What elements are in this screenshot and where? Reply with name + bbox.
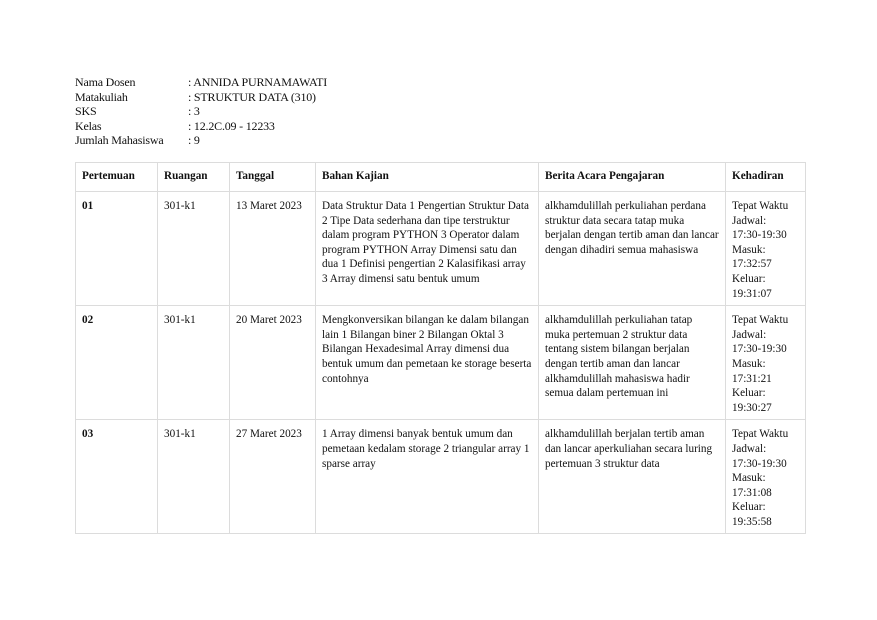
cell-bahan-kajian: 1 Array dimensi banyak bentuk umum dan pemetaan kedalam storage 2 triangular array 1 sparse array [316,420,539,534]
kehadiran-masuk: 17:32:57 [732,258,772,271]
cell-pertemuan: 02 [76,306,158,420]
kehadiran-jadwal-label: Jadwal: [732,442,767,455]
info-label: SKS [75,104,97,118]
kehadiran-status: Tepat Waktu [732,200,789,212]
header-berita-acara: Berita Acara Pengajaran [539,163,726,192]
course-info [75,75,327,148]
cell-pertemuan: 01 [76,192,158,306]
cell-tanggal: 27 Maret 2023 [230,420,316,534]
kehadiran-jadwal: 17:30-19:30 [732,457,787,470]
kehadiran-keluar: 19:31:07 [732,287,772,300]
info-value: : STRUKTUR DATA (310) [188,89,316,104]
kehadiran-keluar-label: Keluar: [732,272,766,285]
table-header-row [76,163,806,192]
cell-bahan-kajian: Mengkonversikan bilangan ke dalam bilangan lain 1 Bilangan biner 2 Bilangan Oktal 3 Bilangan Hexadesimal Array dimensi dua bentuk umum dan pemetaan ke storage beserta contohnya [316,306,539,420]
kehadiran-status: Tepat Waktu [732,314,789,327]
info-row-matakuliah [75,90,327,105]
kehadiran-keluar-label: Keluar: [732,501,766,514]
kehadiran-masuk-label: Masuk: [732,357,766,370]
header-kehadiran: Kehadiran [726,163,806,192]
cell-berita-acara: alkhamdulillah perkuliahan tatap muka pertemuan 2 struktur data tentang sistem bilangan berjalan dengan tertib aman dan lancar alkhamdulillah mahasiswa hadir semua dalam pertemuan ini [539,306,726,420]
header-tanggal: Tanggal [230,163,316,192]
cell-kehadiran [726,192,806,306]
info-label: Jumlah Mahasiswa [75,133,164,147]
kehadiran-jadwal: 17:30-19:30 [732,229,787,242]
info-value: : 9 [188,133,200,147]
kehadiran-jadwal-label: Jadwal: [732,214,767,227]
cell-berita-acara: alkhamdulillah berjalan tertib aman dan lancar aperkuliahan secara luring pertemuan 3 struktur data [539,420,726,534]
info-row-jumlah [75,133,327,148]
cell-kehadiran [726,306,806,420]
cell-kehadiran [726,420,806,534]
table-row [76,420,806,534]
header-ruangan: Ruangan [158,163,230,192]
cell-bahan-kajian: Data Struktur Data 1 Pengertian Struktur Data 2 Tipe Data sederhana dan tipe terstruktur dalam program PYTHON 3 Operator dalam program PYTHON Array Dimensi satu dan dua 1 Definisi pengertian 2 Kalasifikasi array 3 Array dimensi satu bentuk umum [316,192,539,306]
cell-pertemuan: 03 [76,420,158,534]
kehadiran-masuk: 17:31:08 [732,486,772,499]
table-row [76,192,806,306]
kehadiran-jadwal-label: Jadwal: [732,328,767,341]
info-label: Nama Dosen [75,75,136,89]
kehadiran-masuk: 17:31:21 [732,372,772,385]
info-row-dosen [75,75,327,90]
info-value: : 12.2C.09 - 12233 [188,118,275,133]
header-pertemuan: Pertemuan [76,163,158,192]
kehadiran-jadwal: 17:30-19:30 [732,343,787,356]
attendance-table [75,162,806,534]
kehadiran-keluar: 19:35:58 [732,515,772,528]
cell-ruangan: 301-k1 [158,420,230,534]
kehadiran-keluar-label: Keluar: [732,387,766,400]
kehadiran-masuk-label: Masuk: [732,243,766,256]
cell-ruangan: 301-k1 [158,192,230,306]
info-row-kelas [75,119,327,134]
info-label: Matakuliah [75,89,128,104]
cell-ruangan: 301-k1 [158,306,230,420]
cell-berita-acara: alkhamdulillah perkuliahan perdana struktur data secara tatap muka berjalan dengan tertib aman dan lancar dengan dihadiri semua mahasiswa [539,192,726,306]
kehadiran-status: Tepat Waktu [732,428,789,441]
info-value: : 3 [188,104,200,118]
cell-tanggal: 13 Maret 2023 [230,192,316,306]
header-bahan-kajian: Bahan Kajian [316,163,539,192]
info-row-sks [75,104,327,119]
info-label: Kelas [75,118,102,133]
cell-tanggal: 20 Maret 2023 [230,306,316,420]
info-value: : ANNIDA PURNAMAWATI [188,75,328,89]
table-row [76,306,806,420]
kehadiran-masuk-label: Masuk: [732,472,766,485]
kehadiran-keluar: 19:30:27 [732,401,772,414]
